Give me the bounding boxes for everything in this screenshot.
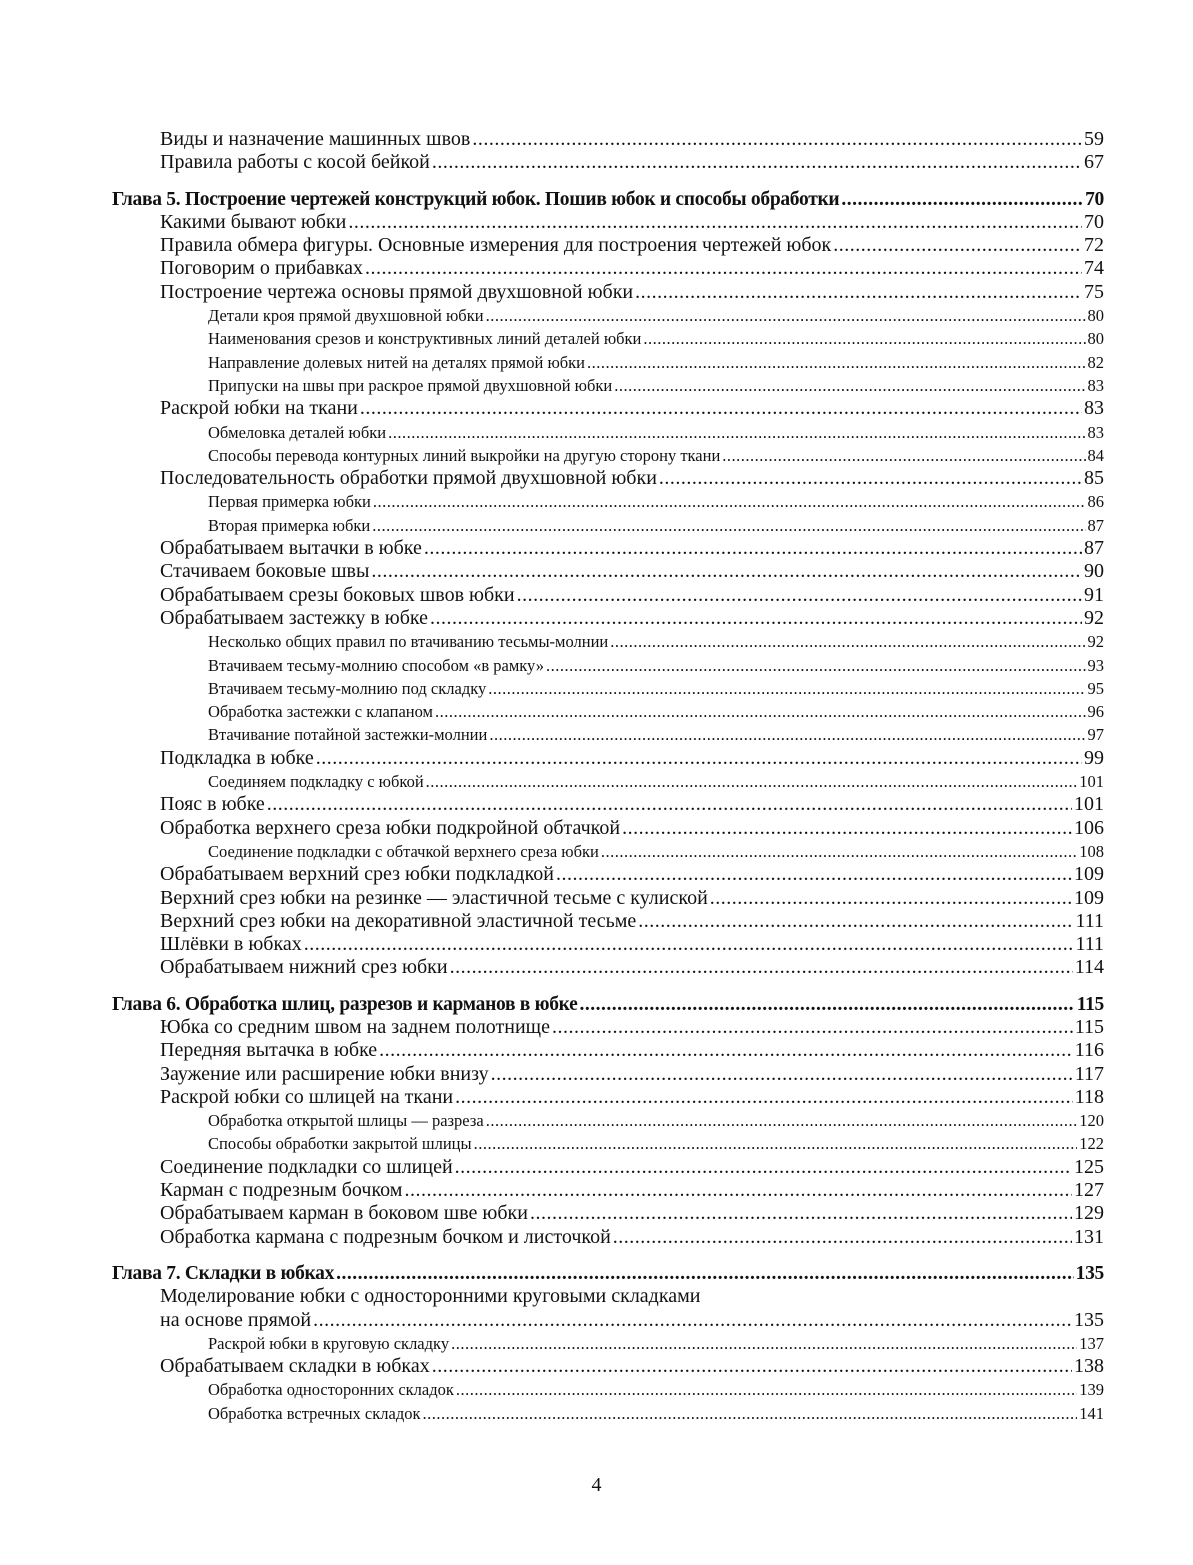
entry-page-number: 118 [1074,1085,1104,1108]
toc-entry[interactable] [112,537,1104,560]
entry-page-number: 129 [1074,1202,1104,1225]
toc-entry[interactable] [112,128,1104,151]
entry-page-number: 72 [1084,234,1104,257]
entry-page-number: 99 [1084,746,1104,769]
entry-title: Обработка открытой шлицы — разреза [208,1111,484,1131]
entry-page-number: 95 [1087,678,1104,698]
toc-entry[interactable] [112,793,1104,816]
entry-page-number: 101 [1074,793,1104,816]
entry-title: Вторая примерка юбки [208,515,371,535]
entry-title: Обрабатываем верхний срез юбки подкладкой [160,863,555,886]
entry-title: Обработка застежки с клапаном [208,702,433,722]
dot-leader [313,1309,1072,1332]
entry-title: Поговорим о прибавках [160,257,364,280]
toc-entry[interactable] [112,770,1104,793]
dot-leader [622,817,1072,840]
entry-title: Обработка односторонних складок [208,1380,454,1400]
entry-title: Обработка верхнего среза юбки подкройной обтачкой [160,816,621,839]
entry-page-number: 106 [1074,816,1104,839]
toc-entry[interactable] [112,630,1104,653]
entry-page-number: 115 [1074,1015,1104,1038]
toc-chapter[interactable] [112,993,1104,1016]
entry-page-number: 120 [1079,1111,1104,1131]
entry-title: Припуски на швы при раскрое прямой двухшовной юбки [208,375,613,395]
entry-page-number: 135 [1075,1262,1104,1284]
dot-leader [348,211,1082,234]
toc-entry[interactable] [112,910,1104,933]
dot-leader [488,677,1085,700]
dot-leader [455,1156,1072,1179]
toc-entry[interactable] [112,234,1104,257]
entry-title: Последовательность обработки прямой двухшовной юбки [160,467,657,490]
entry-title: Первая примерка юбки [208,492,371,512]
dot-leader [373,490,1086,513]
entry-page-number: 83 [1087,422,1104,442]
dot-leader [486,304,1086,327]
toc-entry[interactable] [112,1309,1104,1332]
entry-page-number: 91 [1084,583,1104,606]
toc-entry[interactable] [112,327,1104,350]
dot-leader [489,723,1085,746]
entry-title: Пояс в юбке [160,793,265,816]
dot-leader [371,560,1082,583]
toc-entry[interactable] [112,1402,1104,1425]
dot-leader [372,514,1085,537]
entry-page-number: 139 [1079,1380,1104,1400]
dot-leader [638,910,1073,933]
entry-page-number: 85 [1084,467,1104,490]
toc-entry[interactable] [112,560,1104,583]
toc-entry[interactable] [112,211,1104,234]
entry-page-number: 74 [1084,257,1104,280]
entry-page-number: 137 [1079,1333,1104,1353]
toc-entry[interactable] [112,467,1104,490]
dot-leader [360,397,1082,420]
dot-leader [455,1086,1073,1109]
dot-leader [422,1402,1077,1425]
dot-leader [304,933,1074,956]
dot-leader [491,1063,1073,1086]
entry-title: Раскрой юбки на ткани [160,397,358,420]
toc-entry[interactable] [112,584,1104,607]
dot-leader [710,887,1072,910]
dot-leader [472,128,1082,151]
entry-page-number: 96 [1087,702,1104,722]
dot-leader [833,234,1082,257]
dot-leader [388,421,1085,444]
toc-entry[interactable] [112,840,1104,863]
entry-title: Построение чертежа основы прямой двухшовной юбки [160,280,634,303]
entry-page-number: 93 [1087,655,1104,675]
entry-page-number: 87 [1087,515,1104,535]
entry-title: Раскрой юбки в круговую складку [208,1333,450,1353]
entry-page-number: 114 [1074,956,1104,979]
entry-page-number: 138 [1074,1355,1104,1378]
dot-leader [426,770,1078,793]
toc-entry[interactable] [112,817,1104,840]
dot-leader [336,1262,1074,1285]
dot-leader [517,584,1082,607]
entry-page-number: 109 [1074,863,1104,886]
toc-entry[interactable] [112,723,1104,746]
entry-title: Обрабатываем карман в боковом шве юбки [160,1202,528,1225]
entry-title: Раскрой юбки со шлицей на ткани [160,1085,454,1108]
entry-page-number: 101 [1079,772,1104,792]
toc-entry[interactable] [112,397,1104,420]
toc-entry[interactable] [112,351,1104,374]
entry-title: Обрабатываем нижний срез юбки [160,956,448,979]
dot-leader [365,257,1082,280]
dot-leader [316,747,1082,770]
toc-entry[interactable] [112,956,1104,979]
entry-title: Верхний срез юбки на декоративной эластичной тесьме [160,909,637,932]
dot-leader [841,188,1083,211]
page-number: 4 [591,1474,602,1496]
dot-leader [635,281,1082,304]
toc-entry[interactable] [112,257,1104,280]
dot-leader [579,993,1074,1016]
entry-title: Правила обмера фигуры. Основные измерения для построения чертежей юбок [160,234,832,257]
chapter-title: Глава 6. Обработка шлиц, разрезов и карманов в юбке [112,993,578,1015]
toc-chapter[interactable] [112,1262,1104,1285]
entry-title: Соединение подкладки со шлицей [160,1155,453,1178]
entry-page-number: 59 [1084,128,1104,150]
entry-title: Втачивание потайной застежки-молнии [208,725,488,745]
entry-title: Соединяем подкладку с юбкой [208,772,424,792]
entry-page-number: 111 [1075,933,1104,956]
entry-page-number: 97 [1087,725,1104,745]
toc-entry[interactable] [112,1378,1104,1401]
toc-entry[interactable] [112,1332,1104,1355]
entry-title: на основе прямой [160,1308,312,1331]
toc-entry[interactable] [112,1156,1104,1179]
entry-title: Обрабатываем складки в юбках [160,1355,430,1378]
dot-leader [267,793,1072,816]
dot-leader [643,327,1085,350]
entry-title: Обработка кармана с подрезным бочком и листочкой [160,1225,611,1248]
entry-title: Верхний срез юбки на резинке — эластичной тесьме с кулиской [160,886,708,909]
entry-title: Обрабатываем срезы боковых швов юбки [160,583,515,606]
dot-leader [379,1039,1073,1062]
dot-leader [486,1109,1078,1132]
entry-page-number: 75 [1084,280,1104,303]
toc-entry[interactable] [112,1016,1104,1039]
entry-page-number: 108 [1079,841,1104,861]
toc-entry[interactable] [112,1226,1104,1249]
toc-entry[interactable] [112,374,1104,397]
entry-title: Заужение или расширение юбки внизу [160,1062,489,1085]
dot-leader [601,840,1077,863]
toc-entry[interactable] [112,1132,1104,1155]
entry-title: Соединение подкладки с обтачкой верхнего среза юбки [208,841,599,861]
toc-entry[interactable] [112,490,1104,513]
dot-leader [546,654,1086,677]
chapter-title: Глава 5. Построение чертежей конструкций юбок. Пошив юбок и способы обработки [112,188,840,210]
dot-leader [435,700,1086,723]
toc-chapter[interactable] [112,188,1104,211]
entry-page-number: 122 [1079,1134,1104,1154]
toc-entry[interactable] [112,281,1104,304]
entry-page-number: 141 [1079,1403,1104,1423]
dot-leader [424,537,1082,560]
dot-leader [432,1355,1072,1378]
entry-page-number: 116 [1074,1039,1104,1062]
entry-page-number: 87 [1084,537,1104,560]
entry-page-number: 86 [1087,492,1104,512]
entry-page-number: 83 [1087,375,1104,395]
toc-entry[interactable] [112,700,1104,723]
dot-leader [451,1332,1077,1355]
entry-page-number: 70 [1084,210,1104,233]
toc-entry[interactable] [112,863,1104,886]
entry-page-number: 80 [1087,329,1104,349]
toc-entry-title-line: Моделирование юбки с односторонними круговыми складками [160,1285,701,1308]
toc-entry[interactable] [112,1086,1104,1109]
entry-title: Втачиваем тесьму-молнию способом «в рамку» [208,655,544,675]
entry-title: Наименования срезов и конструктивных линий деталей юбки [208,329,642,349]
toc-entry[interactable] [112,1039,1104,1062]
toc-entry[interactable] [112,1063,1104,1086]
dot-leader [430,607,1082,630]
dot-leader [552,1016,1073,1039]
entry-title: Направление долевых нитей на деталях прямой юбки [208,352,586,372]
dot-leader [530,1202,1072,1225]
entry-title: Способы обработки закрытой шлицы [208,1134,472,1154]
entry-page-number: 70 [1085,188,1104,210]
entry-page-number: 127 [1074,1179,1104,1202]
entry-page-number: 82 [1087,352,1104,372]
entry-page-number: 67 [1084,151,1104,174]
toc-entry[interactable] [112,933,1104,956]
entry-page-number: 115 [1076,993,1104,1015]
entry-page-number: 84 [1087,445,1104,465]
entry-page-number: 92 [1087,632,1104,652]
entry-title: Какими бывают юбки [160,210,347,233]
entry-title: Обмеловка деталей юбки [208,422,387,442]
toc-entry[interactable] [112,677,1104,700]
toc-entry[interactable] [112,607,1104,630]
entry-page-number: 109 [1074,886,1104,909]
dot-leader [404,1179,1072,1202]
entry-title: Детали кроя прямой двухшовной юбки [208,306,484,326]
toc-entry[interactable] [112,1355,1104,1378]
entry-page-number: 90 [1084,560,1104,583]
entry-title: Подкладка в юбке [160,746,314,769]
toc-entry[interactable] [112,151,1104,174]
entry-title: Стачиваем боковые швы [160,560,370,583]
toc-entry[interactable] [112,304,1104,327]
dot-leader [450,956,1073,979]
toc-entry[interactable] [112,514,1104,537]
entry-title: Шлёвки в юбках [160,933,302,956]
dot-leader [432,151,1082,174]
chapter-title: Глава 7. Складки в юбках [112,1262,335,1284]
entry-title: Способы перевода контурных линий выкройки на другую сторону ткани [208,445,721,465]
dot-leader [722,444,1085,467]
dot-leader [613,1226,1072,1249]
entry-title: Передняя вытачка в юбке [160,1039,378,1062]
entry-page-number: 111 [1075,909,1104,932]
toc-entry[interactable] [112,887,1104,910]
entry-page-number: 92 [1084,606,1104,629]
dot-leader [456,1378,1077,1401]
toc-entry[interactable] [112,444,1104,467]
entry-title: Обрабатываем застежку в юбке [160,606,428,629]
toc-entry[interactable] [112,1109,1104,1132]
entry-page-number: 135 [1074,1308,1104,1331]
entry-page-number: 80 [1087,306,1104,326]
toc-entry[interactable] [112,747,1104,770]
entry-title: Карман с подрезным бочком [160,1179,403,1202]
toc-entry[interactable] [112,1202,1104,1225]
entry-page-number: 131 [1074,1225,1104,1248]
dot-leader [474,1132,1078,1155]
entry-title: Обработка встречных складок [208,1403,421,1423]
toc-entry[interactable] [112,421,1104,444]
entry-page-number: 83 [1084,397,1104,420]
entry-title: Несколько общих правил по втачиванию тесьмы-молнии [208,632,609,652]
entry-title: Виды и назначение машинных швов [160,128,471,150]
entry-title: Втачиваем тесьму-молнию под складку [208,678,487,698]
entry-title: Обрабатываем вытачки в юбке [160,537,422,560]
dot-leader [610,630,1085,653]
dot-leader [556,863,1072,886]
dot-leader [587,351,1085,374]
entry-page-number: 125 [1074,1155,1104,1178]
toc-entry[interactable] [112,1179,1104,1202]
dot-leader [614,374,1085,397]
dot-leader [659,467,1082,490]
table-of-contents [112,128,1104,1425]
toc-entry[interactable] [112,654,1104,677]
entry-title: Правила работы с косой бейкой [160,151,430,174]
entry-page-number: 117 [1074,1062,1104,1085]
entry-title: Юбка со средним швом на заднем полотнище [160,1015,550,1038]
